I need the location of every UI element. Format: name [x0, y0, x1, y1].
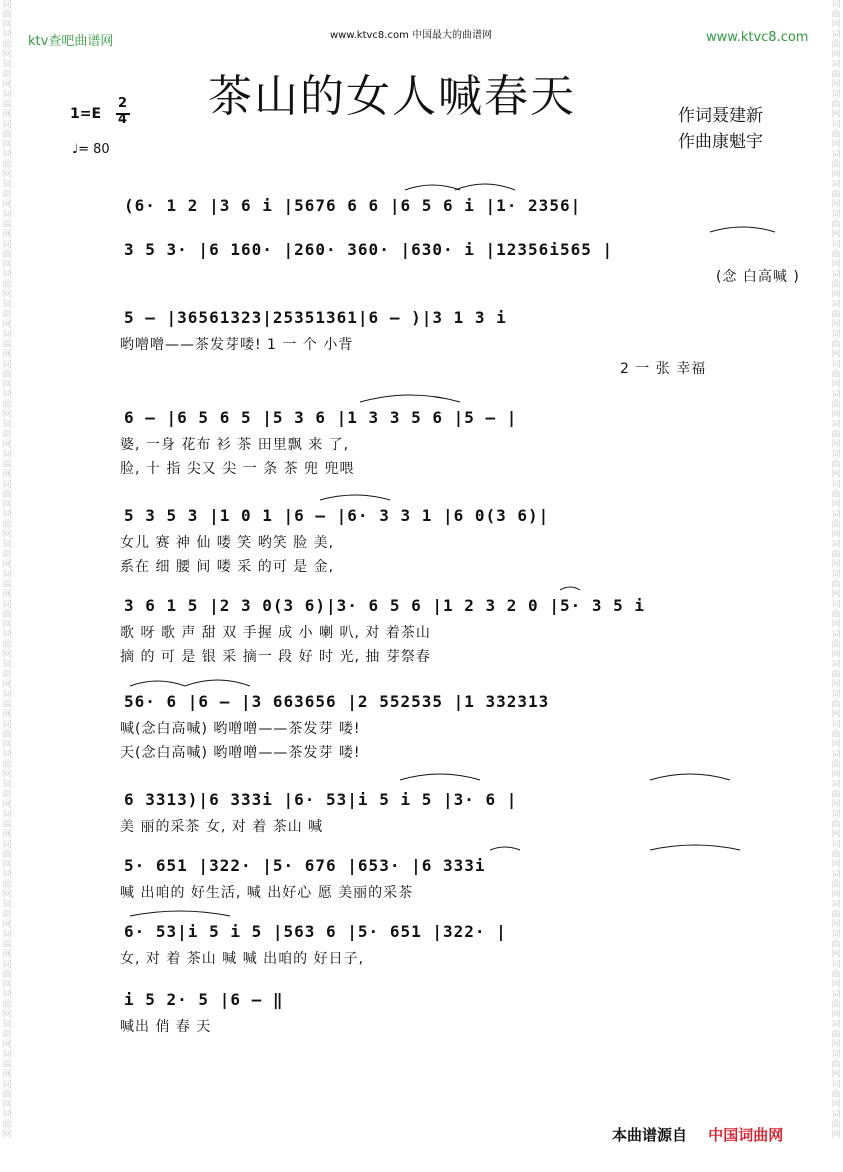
notation-row: 5· 651 |322· |5· 676 |653· |6 333i [124, 856, 486, 875]
notation-row: 6 – |6 5 6 5 |5 3 6 |1 3 3 5 6 |5 – | [124, 408, 518, 427]
lyrics-line-1: 歌 呀 歌 声 甜 双 手握 成 小 喇 叭, 对 着茶山 [120, 625, 431, 641]
slur-mark [650, 774, 730, 780]
lyrics-line-1: 喊(念白高喊) 哟噌噌——茶发芽 喽! [120, 721, 361, 737]
slur-mark [320, 495, 390, 500]
slur-mark [185, 680, 250, 686]
slur-mark [360, 395, 460, 402]
slur-mark [130, 911, 230, 916]
lyrics-line-1: 喊出 俏 春 天 [120, 1019, 212, 1035]
lyrics-line-2: 摘 的 可 是 银 采 摘一 段 好 时 光, 抽 芽祭春 [120, 649, 431, 665]
tempo-value: = 80 [78, 142, 110, 157]
lyrics-line-1: 喊 出咱的 好生活, 喊 出好心 愿 美丽的采茶 [120, 885, 414, 901]
slur-mark [710, 227, 775, 232]
lyrics-line-2: 系在 细 腰 间 喽 采 的可 是 金, [120, 559, 335, 575]
lyrics-line-1: 哟噌噌——茶发芽喽! 1 一 个 小背 [120, 337, 354, 353]
slur-mark [455, 184, 515, 190]
composer-credit: 作曲康魁宇 [678, 132, 763, 152]
lyrics-line-1: 女儿 赛 神 仙 喽 笑 哟笑 脸 美, [120, 535, 335, 551]
time-signature-top: 2 [118, 96, 128, 111]
lyrics-line-2: 脸, 十 指 尖又 尖 一 条 茶 兜 兜喂 [120, 461, 355, 477]
lyrics-line-2: 2 一 张 幸福 [620, 361, 707, 377]
tempo-marking [72, 142, 110, 157]
slur-mark [405, 185, 460, 190]
notation-row: 5 3 5 3 |1 0 1 |6 – |6· 3 3 1 |6 0(3 6)| [124, 506, 550, 525]
left-site-label: ktv查吧曲谱网 [28, 34, 114, 49]
song-title: 茶山的女人喊春天 [208, 71, 576, 122]
slur-mark [650, 845, 740, 850]
right-watermark-column: 词曲网词曲网词曲网词曲网词曲网词曲网词曲网词曲网词曲网词曲网词曲网词曲网词曲网词曲网词曲网词曲网词曲网词曲网词曲网词曲网词曲网词曲网词曲网词曲网词曲网词曲网词曲网词曲网词曲网词曲网词曲网词曲网词曲网词曲网词曲网词曲网词曲网词曲网 [831, 0, 841, 1140]
lyrics-line-1: (念 白高喊 ) [716, 269, 800, 285]
quarter-note-icon: ♩ [72, 142, 79, 157]
lyricist-credit: 作词聂建新 [678, 106, 763, 126]
lyrics-line-2: 天(念白高喊) 哟噌噌——茶发芽 喽! [120, 745, 361, 761]
lyrics-line-1: 美 丽的采茶 女, 对 着 茶山 喊 [120, 819, 324, 835]
time-signature-bottom: 4 [118, 112, 128, 127]
notation-row: (6· 1 2 |3 6 i |5676 6 6 |6 5 6 i |1· 2356| [124, 196, 582, 215]
key-signature: 1=E [70, 106, 102, 122]
left-watermark-column: 词曲网词曲网词曲网词曲网词曲网词曲网词曲网词曲网词曲网词曲网词曲网词曲网词曲网词曲网词曲网词曲网词曲网词曲网词曲网词曲网词曲网词曲网词曲网词曲网词曲网词曲网词曲网词曲网词曲网词曲网词曲网词曲网词曲网词曲网词曲网词曲网词曲网词曲网 [2, 0, 12, 1140]
slur-mark [130, 681, 185, 686]
right-site-label: www.ktvc8.com [706, 30, 809, 45]
footer-source [612, 1124, 783, 1145]
notation-row: 3 6 1 5 |2 3 0(3 6)|3· 6 5 6 |1 2 3 2 0 |5· 3 5 i [124, 596, 646, 615]
notation-row: i 5 2· 5 |6 – ‖ [124, 990, 284, 1009]
footer-source-site: 中国词曲网 [708, 1126, 784, 1144]
notation-row: 3 5 3· |6 160· |260· 360· |630· i |12356i565 | [124, 240, 614, 259]
lyrics-line-1: 女, 对 着 茶山 喊 喊 出咱的 好日子, [120, 951, 365, 967]
slur-mark [560, 587, 580, 590]
notation-row: 6 3313)|6 333i |6· 53|i 5 i 5 |3· 6 | [124, 790, 518, 809]
center-site-label: www.ktvc8.com 中国最大的曲谱网 [330, 30, 493, 41]
footer-source-label: 本曲谱源自 [612, 1126, 688, 1144]
notation-row: 5 – |36561323|25351361|6 – )|3 1 3 i [124, 308, 507, 327]
slur-mark [400, 774, 480, 780]
lyrics-line-1: 婆, 一身 花布 衫 茶 田里飘 来 了, [120, 437, 350, 453]
notation-row: 56· 6 |6 – |3 663656 |2 552535 |1 332313 [124, 692, 550, 711]
notation-row: 6· 53|i 5 i 5 |563 6 |5· 651 |322· | [124, 922, 507, 941]
slur-mark [490, 847, 520, 850]
